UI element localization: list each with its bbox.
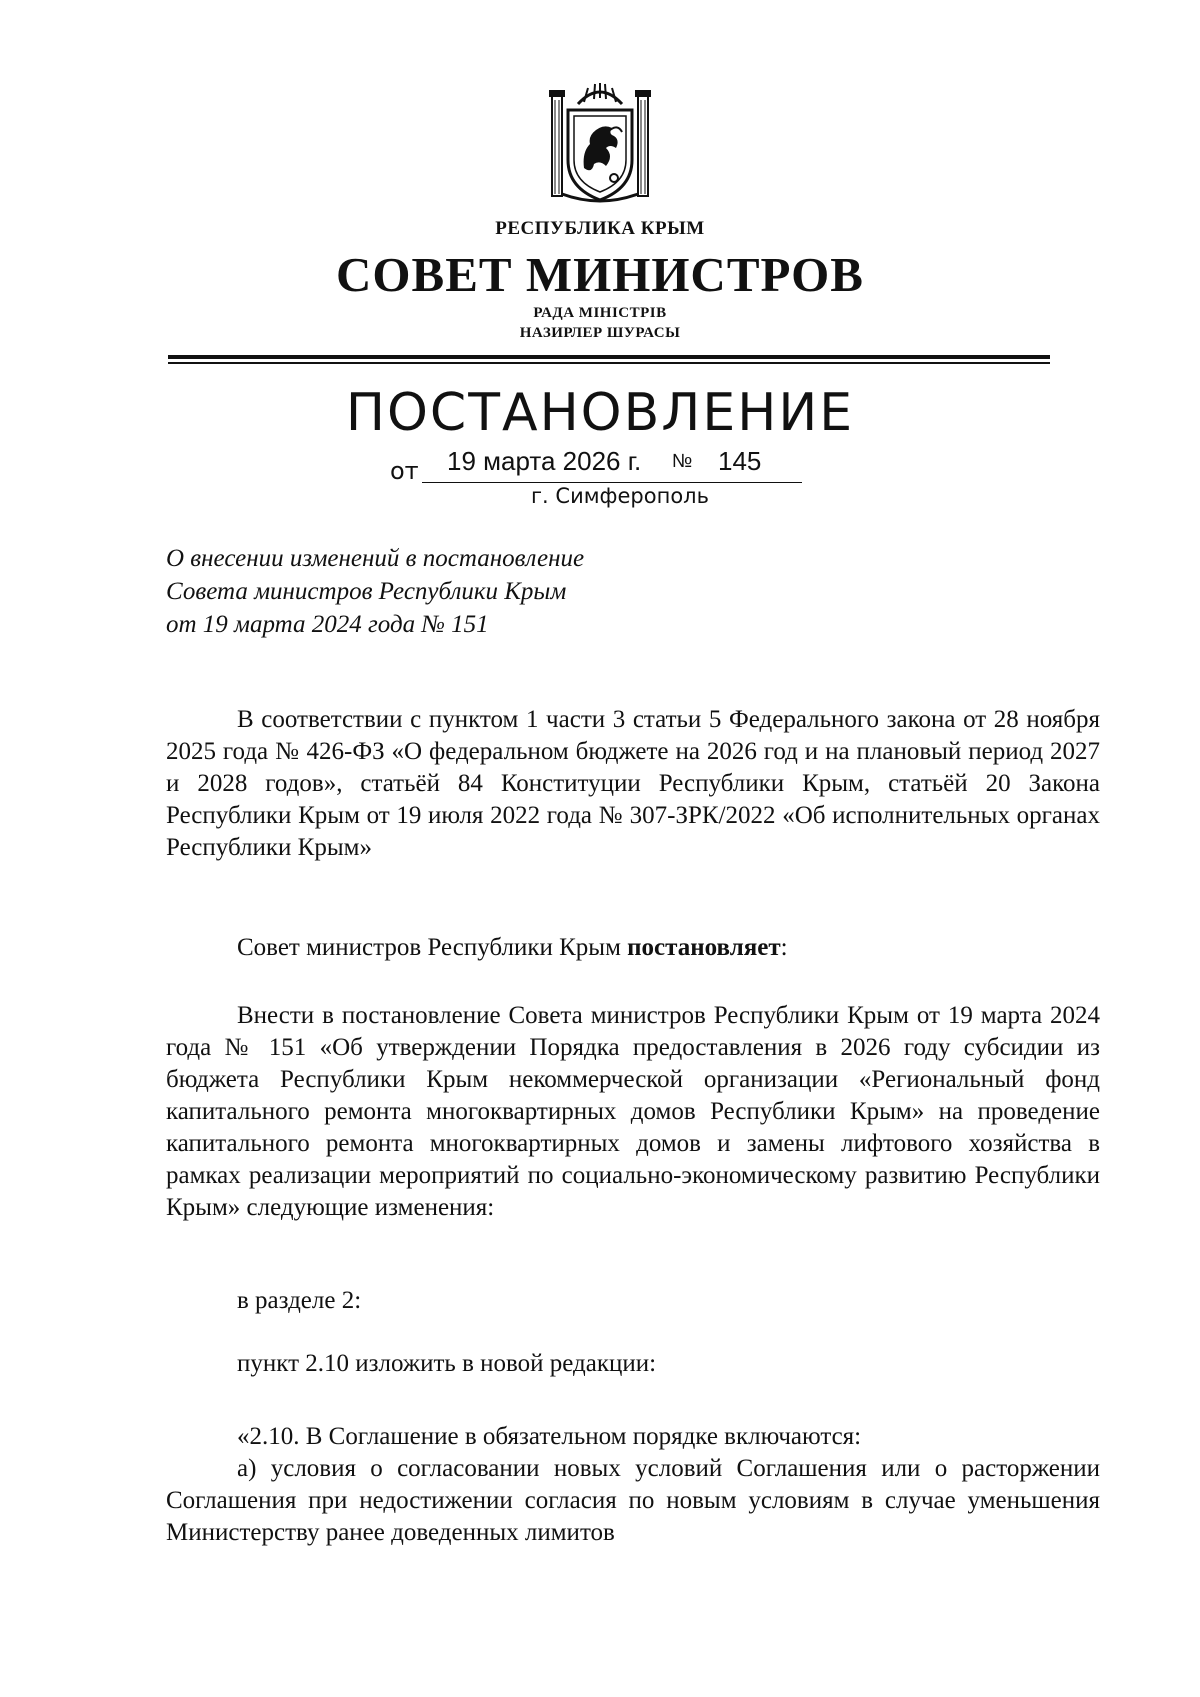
header-divider-thin [168, 362, 1050, 364]
quote-paragraph [166, 1421, 1100, 1549]
decides-word: постановляет [627, 934, 781, 961]
council-name-crimean-tatar: НАЗИРЛЕР ШУРАСЫ [519, 325, 681, 341]
council-name-ukrainian: РАДА МІНІСТРІВ [533, 305, 667, 321]
point-text: пункт 2.10 изложить в новой редакции: [237, 1350, 657, 1377]
number-sign: № [672, 451, 693, 472]
title-line: Совета министров Республики Крым [166, 578, 567, 605]
section-text: в разделе 2: [237, 1287, 362, 1314]
document-type: ПОСТАНОВЛЕНИЕ [345, 383, 855, 443]
document-city: г. Симферополь [531, 484, 709, 508]
amend-text: Внести в постановление Совета министров Республики Крым от 19 марта 2024 года № 151 «Об утверждении Порядка предоставления в 2026 году субсидии из бюджета Республики Крым некоммерческой организации «Региональный фонд капитального ремонта многоквартирных домов Республики Крым» на проведение капитального ремонта многоквартирных домов и замены лифтового хозяйства в рамках реализации мероприятий по социально-экономическому развитию Республики Крым» следующие изменения: [166, 1002, 1100, 1221]
republic-name: РЕСПУБЛИКА КРЫМ [495, 218, 705, 239]
council-name: СОВЕТ МИНИСТРОВ [336, 247, 864, 302]
document-date: 19 марта 2026 г. [447, 446, 642, 476]
header-divider-thick [168, 355, 1050, 359]
preamble-text: В соответствии с пунктом 1 части 3 статьи 5 Федерального закона от 28 ноября 2025 года № 426-ФЗ «О федеральном бюджете на 2026 год и на плановый период 2027 и 2028 годов», статьёй 84 Конституции Республики Крым, статьёй 20 Закона Республики Крым от 19 июля 2022 года № 307-ЗРК/2022 «Об исполнительных органах Республики Крым» [166, 706, 1100, 861]
date-underline [422, 482, 802, 483]
decides-suffix: : [780, 934, 788, 961]
title-line: О внесении изменений в постановление [166, 545, 585, 572]
decides-prefix: Совет министров Республики Крым [237, 934, 621, 961]
decides-paragraph [166, 932, 1100, 964]
document-number: 145 [718, 446, 762, 476]
title-line: от 19 марта 2024 года № 151 [166, 611, 489, 638]
document-title [166, 542, 584, 641]
decides-line [166, 932, 1100, 964]
preamble-paragraph [166, 704, 1100, 864]
date-prefix: от [390, 457, 419, 485]
section-paragraph [166, 1285, 1100, 1317]
amend-paragraph [166, 1000, 1100, 1224]
item-a-text: а) условия о согласовании новых условий Соглашения или о расторжении Соглашения при недостижении согласия по новым условиям в случае уменьшения Министерству ранее доведенных лимитов [166, 1455, 1100, 1546]
quote-start-text: «2.10. В Соглашение в обязательном порядке включаются: [237, 1423, 862, 1450]
point-paragraph [166, 1348, 1100, 1380]
coat-of-arms-emblem [548, 82, 652, 208]
